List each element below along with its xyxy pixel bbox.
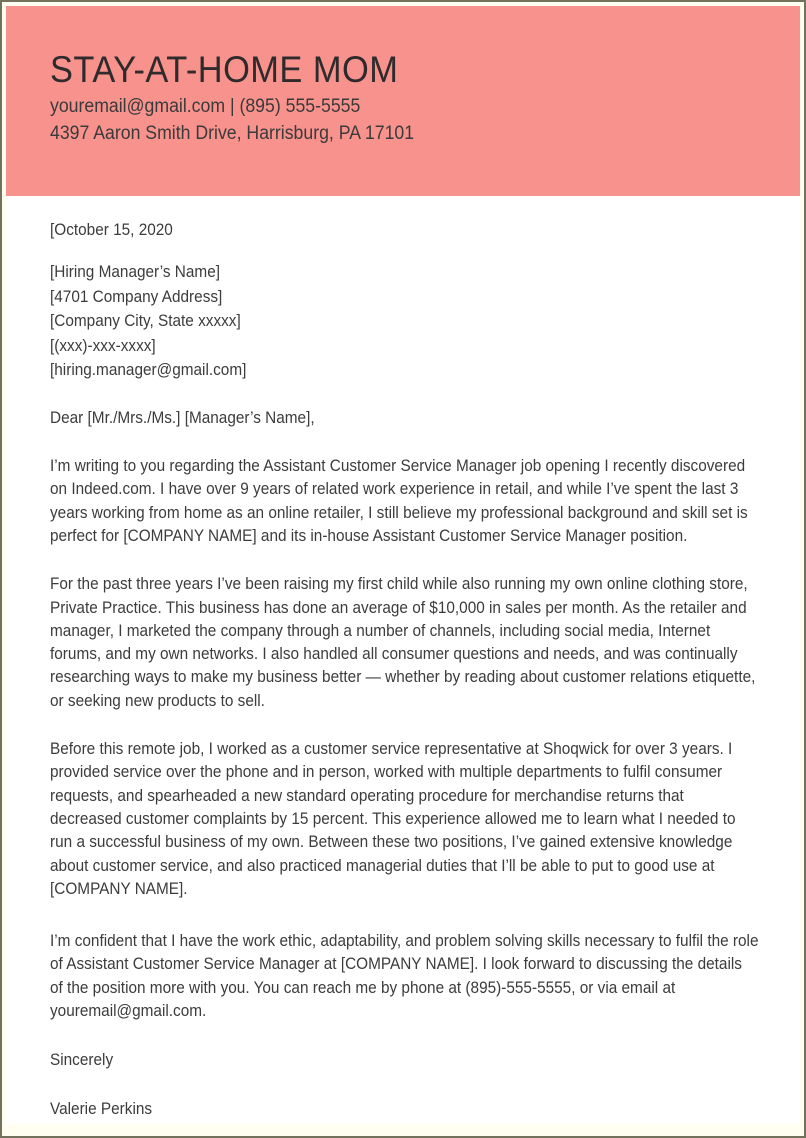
letter-body <box>6 196 800 1121</box>
letter-sheet <box>6 6 800 1124</box>
date-line: [October 15, 2020 <box>50 221 173 239</box>
recipient-line: [(xxx)-xxx-xxxx] <box>50 336 156 355</box>
recipient-line: [Hiring Manager’s Name] <box>50 263 221 282</box>
page-title: STAY-AT-HOME MOM <box>50 49 399 90</box>
recipient-line: [4701 Company Address] <box>50 287 223 306</box>
address-line: 4397 Aaron Smith Drive, Harrisburg, PA 17101 <box>50 123 415 144</box>
recipient-line: [hiring.manager@gmail.com] <box>50 361 247 380</box>
body-paragraph: For the past three years I’ve been raising my first child while also running my own online clothing store, Private Practice. This business has done an average of $10,000 in sales per month. As the retailer and manager, I marketed the company through a number of channels, including social media, Internet forums, and my own networks. I also handled all consumer questions and needs, and was continually researching ways to make my business better — whether by reading about customer relations etiquette, or seeking new products to sell. <box>50 575 756 710</box>
salutation: Dear [Mr./Mrs./Ms.] [Manager’s Name], <box>50 408 315 427</box>
closing: Sincerely <box>50 1051 114 1070</box>
header-content <box>50 50 775 147</box>
header-band <box>6 6 800 196</box>
body-paragraph: I’m confident that I have the work ethic, adaptability, and problem solving skills necessary to fulfil the role of Assistant Customer Service Manager at [COMPANY NAME]. I look forward to discussing the details of the position more with you. You can reach me by phone at (895)-555-5555, or via email at youremail@gmail.com. <box>50 932 759 1021</box>
body-paragraph: Before this remote job, I worked as a customer service representative at Shoqwick for over 3 years. I provided service over the phone and in person, worked with multiple departments to fulfil consumer requests, and spearheaded a new standard operating procedure for merchandise returns that decreased customer complaints by 15 percent. This experience allowed me to learn what I needed to run a successful business of my own. Between these two positions, I’ve gained extensive knowledge about customer service, and also practiced managerial duties that I’ll be able to put to good use at [COMPANY NAME]. <box>50 740 736 898</box>
recipient-line: [Company City, State xxxxx] <box>50 312 241 331</box>
letter-text <box>50 219 759 1121</box>
body-paragraph: I’m writing to you regarding the Assistant Customer Service Manager job opening I recently discovered on Indeed.com. I have over 9 years of related work experience in retail, and while I’ve spent the last 3 years working from home as an online retailer, I still believe my professional background and skill set is perfect for [COMPANY NAME] and its in-house Assistant Customer Service Manager position. <box>50 457 748 545</box>
recipient-block <box>50 260 759 383</box>
contact-line: youremail@gmail.com | (895) 555-5555 <box>50 96 361 117</box>
signature: Valerie Perkins <box>50 1099 153 1118</box>
